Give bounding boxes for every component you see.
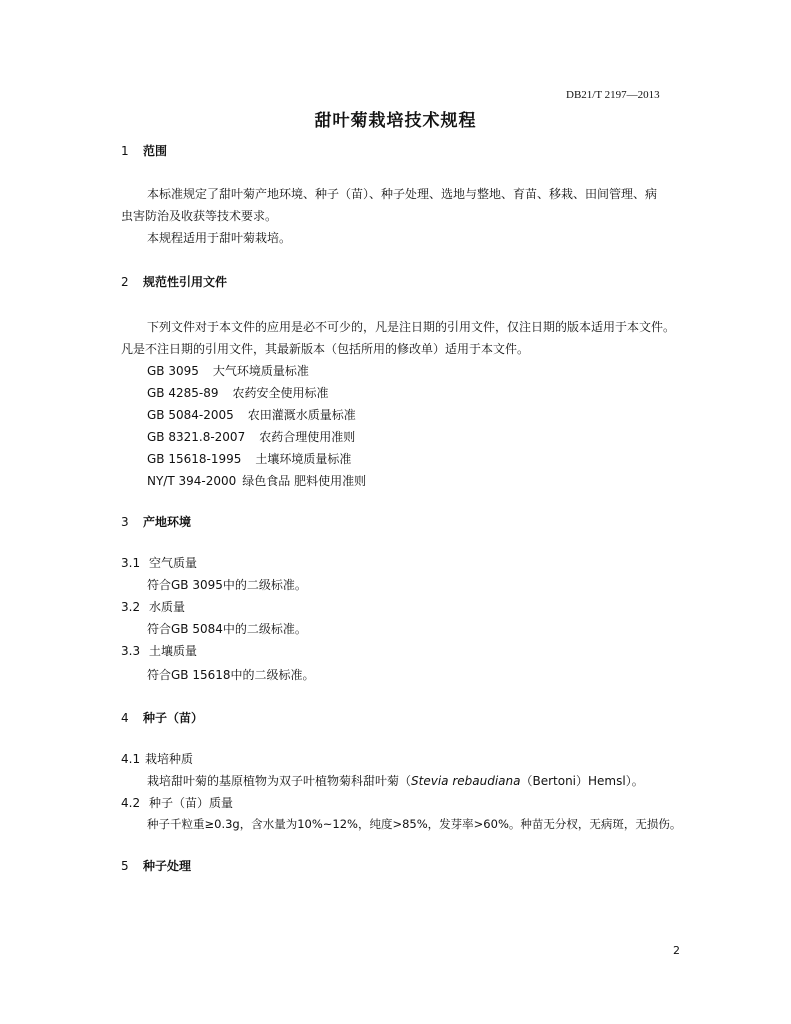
paragraph-line: 凡是不注日期的引用文件，其最新版本（包括所用的修改单）适用于本文件。 bbox=[121, 342, 530, 356]
reference-item bbox=[147, 384, 329, 401]
section-heading-2 bbox=[121, 273, 227, 290]
subsection-heading-3-2 bbox=[121, 598, 185, 615]
subsection-title: 土壤质量 bbox=[149, 644, 198, 658]
reference-item bbox=[147, 362, 309, 379]
section-heading-3 bbox=[121, 513, 191, 530]
section-title: 范围 bbox=[143, 144, 168, 158]
section-title: 种子（苗） bbox=[143, 711, 204, 725]
subsection-title: 空气质量 bbox=[149, 556, 198, 570]
paragraph-line: 本标准规定了甜叶菊产地环境、种子（苗）、种子处理、选地与整地、育苗、移栽、田间管理、病 bbox=[147, 187, 658, 201]
standard-code: DB21/T 2197—2013 bbox=[566, 89, 660, 101]
reference-code: NY/T 394-2000 bbox=[147, 474, 237, 488]
text-fragment: （Bertoni）Hemsl）。 bbox=[520, 774, 644, 788]
reference-code: GB 15618-1995 bbox=[147, 452, 242, 466]
section-title: 产地环境 bbox=[143, 515, 192, 529]
reference-title: 绿色食品 肥料使用准则 bbox=[242, 474, 367, 488]
reference-item bbox=[147, 428, 355, 445]
subsection-number: 4.1 bbox=[121, 752, 141, 766]
reference-title: 农田灌溉水质量标准 bbox=[247, 408, 356, 422]
reference-title: 农药合理使用准则 bbox=[259, 430, 356, 444]
paragraph-line: 种子千粒重≥0.3g，含水量为10%~12%，纯度>85%，发芽率>60%。种苗无分杈，无病斑，无损伤。 bbox=[147, 817, 682, 831]
section-number: 3 bbox=[121, 515, 129, 529]
text-fragment: 栽培甜叶菊的基原植物为双子叶植物菊科甜叶菊（ bbox=[147, 774, 412, 788]
subsection-heading-3-3 bbox=[121, 642, 197, 659]
section-title: 规范性引用文件 bbox=[143, 275, 228, 289]
reference-title: 农药安全使用标准 bbox=[232, 386, 329, 400]
section-heading-4 bbox=[121, 709, 203, 726]
subsection-number: 3.3 bbox=[121, 644, 141, 658]
section-number: 2 bbox=[121, 275, 129, 289]
reference-title: 大气环境质量标准 bbox=[212, 364, 309, 378]
paragraph-line: 虫害防治及收获等技术要求。 bbox=[121, 209, 278, 223]
subsection-title: 栽培种质 bbox=[145, 752, 194, 766]
paragraph-line: 符合GB 5084中的二级标准。 bbox=[147, 622, 307, 636]
reference-item bbox=[147, 406, 356, 423]
section-number: 4 bbox=[121, 711, 129, 725]
subsection-title: 水质量 bbox=[149, 600, 186, 614]
species-name: Stevia rebaudiana bbox=[411, 774, 521, 788]
section-heading-5 bbox=[121, 857, 191, 874]
document-title: 甜叶菊栽培技术规程 bbox=[314, 111, 477, 131]
reference-code: GB 4285-89 bbox=[147, 386, 219, 400]
reference-code: GB 8321.8-2007 bbox=[147, 430, 246, 444]
paragraph-line: 符合GB 15618中的二级标准。 bbox=[147, 668, 315, 682]
subsection-heading-4-1 bbox=[121, 750, 193, 767]
paragraph-line: 本规程适用于甜叶菊栽培。 bbox=[147, 231, 292, 245]
subsection-number: 3.2 bbox=[121, 600, 141, 614]
page-number: 2 bbox=[673, 944, 680, 957]
section-number: 5 bbox=[121, 859, 129, 873]
reference-title: 土壤环境质量标准 bbox=[255, 452, 352, 466]
section-number: 1 bbox=[121, 144, 129, 158]
reference-item bbox=[147, 472, 366, 489]
reference-code: GB 3095 bbox=[147, 364, 199, 378]
reference-item bbox=[147, 450, 351, 467]
section-heading-1 bbox=[121, 142, 167, 159]
subsection-heading-3-1 bbox=[121, 554, 197, 571]
reference-code: GB 5084-2005 bbox=[147, 408, 234, 422]
subsection-title: 种子（苗）质量 bbox=[149, 796, 234, 810]
subsection-number: 4.2 bbox=[121, 796, 141, 810]
paragraph-line: 下列文件对于本文件的应用是必不可少的，凡是注日期的引用文件，仅注日期的版本适用于本文件。 bbox=[147, 320, 676, 334]
section-title: 种子处理 bbox=[143, 859, 192, 873]
subsection-number: 3.1 bbox=[121, 556, 141, 570]
subsection-heading-4-2 bbox=[121, 794, 233, 811]
paragraph-line bbox=[147, 772, 644, 789]
paragraph-line: 符合GB 3095中的二级标准。 bbox=[147, 578, 307, 592]
